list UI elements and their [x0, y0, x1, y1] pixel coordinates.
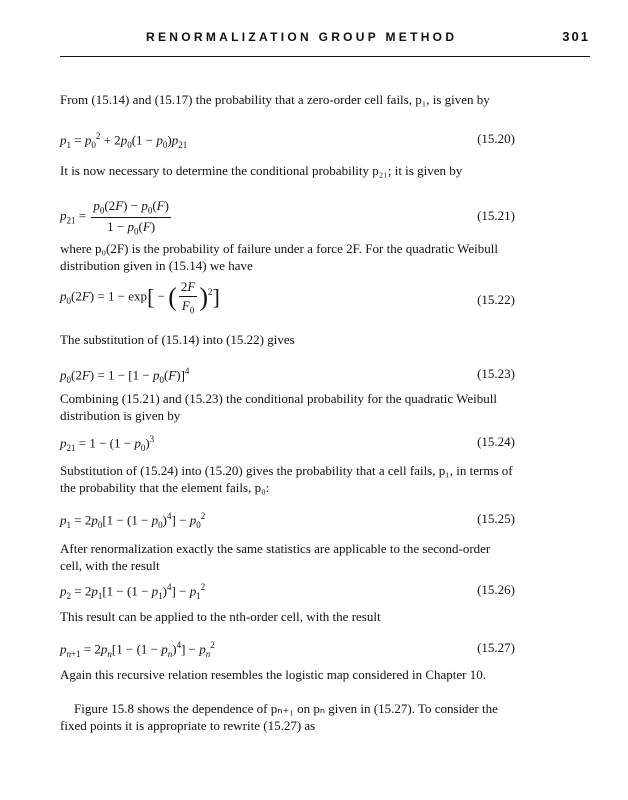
- equation-number: (15.27): [477, 640, 515, 655]
- equation-15-22: [60, 279, 515, 319]
- paragraph-10: Figure 15.8 shows the dependence of pₙ₊₁ on pₙ given in (15.27). To consider the fixed points it is appropriate to rewrite (15.27) as: [60, 701, 498, 733]
- equation-15-21: [60, 198, 515, 237]
- equation-number: (15.24): [477, 434, 515, 449]
- equation-15-27: [60, 640, 515, 660]
- paragraph-7: After renormalization exactly the same statistics are applicable to the second-order cell, with the result: [60, 541, 491, 573]
- equation-number: (15.25): [477, 511, 515, 526]
- equation-15-23: [60, 366, 515, 386]
- equation-15-26: [60, 582, 515, 602]
- paragraph-8: This result can be applied to the nth-order cell, with the result: [60, 609, 381, 624]
- equation-number: (15.21): [477, 208, 515, 223]
- equation-body: $p_1 = 2p_0[1 - (1 - p_0)^4] - p_0^2$: [60, 511, 206, 530]
- paragraph-6: Substitution of (15.24) into (15.20) gives the probability that a cell fails, p₁, in terms of the probability that the element fails, p₀:: [60, 463, 513, 495]
- equation-15-20: [60, 131, 515, 151]
- equation-number: (15.26): [477, 582, 515, 597]
- running-header: [60, 28, 590, 57]
- paragraph-3: where p₀(2F) is the probability of failure under a force 2F. For the quadratic Weibull distribution given in (15.14) we have: [60, 241, 498, 273]
- paragraph-4: The substitution of (15.14) into (15.22) gives: [60, 332, 295, 347]
- equation-15-24: [60, 434, 515, 454]
- equation-body: $p_0(2F) = 1 - [1 - p_0(F)]^4$: [60, 366, 190, 385]
- equation-body: $p_1 = p_0^2 + 2p_0(1 - p_0)p_{21}$: [60, 131, 188, 150]
- equation-body: $p_{n+1} = 2p_n[1 - (1 - p_n)^4] - p_n^2$: [60, 640, 215, 659]
- equation-number: (15.23): [477, 366, 515, 381]
- paragraph-9: Again this recursive relation resembles the logistic map considered in Chapter 10.: [60, 667, 486, 682]
- paragraph-5: Combining (15.21) and (15.23) the conditional probability for the quadratic Weibull distribution is given by: [60, 391, 498, 423]
- equation-body: $p_{21}$ = $\frac{p_0(2F) - p_0(F)}{1 - p_0(F)}$: [60, 198, 169, 237]
- equation-body: $p_{21} = 1 - (1 - p_0)^3$: [60, 434, 155, 453]
- equation-body: $p_2 = 2p_1[1 - (1 - p_1)^4] - p_1^2$: [60, 582, 206, 601]
- equation-number: (15.20): [477, 131, 515, 146]
- page-number: 301: [562, 29, 590, 44]
- equation-15-25: [60, 511, 515, 531]
- paragraph-2: It is now necessary to determine the conditional probability p₂₁; it is given by: [60, 163, 463, 178]
- paragraph-1: From (15.14) and (15.17) the probability that a zero-order cell fails, p₁, is given by: [60, 92, 490, 107]
- equation-body: $p_0(2F) = 1 - \exp$[ − ( $\frac{2F}{F_0}$ )$^2$]: [60, 279, 220, 316]
- equation-number: (15.22): [477, 292, 515, 307]
- running-title: RENORMALIZATION GROUP METHOD: [146, 30, 458, 44]
